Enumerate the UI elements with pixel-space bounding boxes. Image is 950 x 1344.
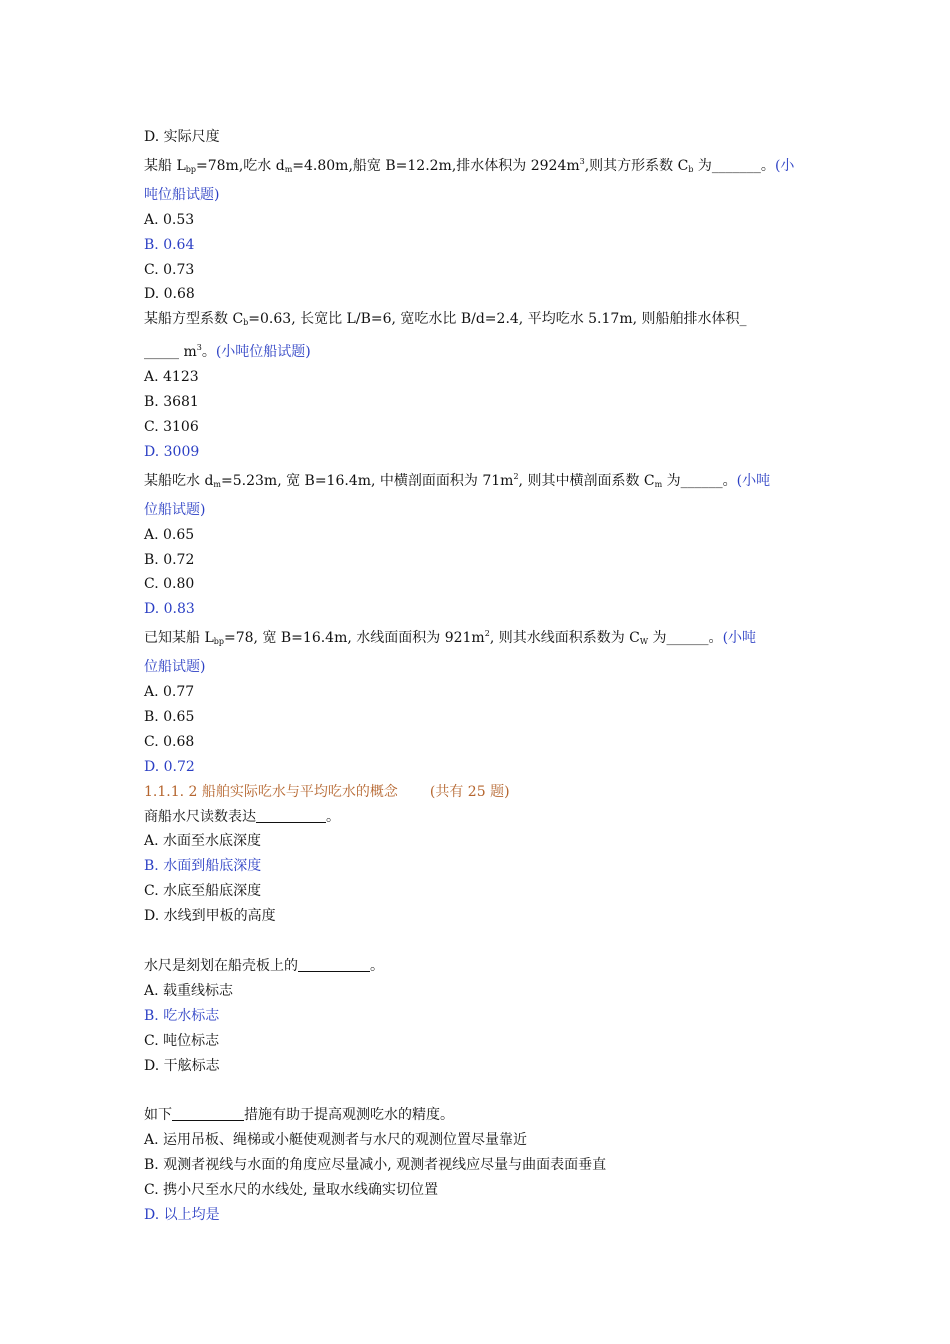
q1-lbp-subscript: bp [185,164,196,174]
q1-text-e: 为_______。 [693,157,775,174]
q3-option-c: C. 0.80 [144,576,195,593]
q1-text-b: =78m,吃水 d [196,157,285,174]
q4-cw-subscript: W [639,637,649,647]
q3-text-c: , 则其中横剖面系数 C [518,472,655,489]
q4-source-tag-cont: 位船试题) [144,659,206,676]
q7-option-a: A. 运用吊板、绳梯或小艇使观测者与水尺的观测位置尽量靠近 [144,1132,528,1149]
q4-option-a: A. 0.77 [144,684,195,701]
q1-option-b-answer: B. 0.64 [144,236,195,253]
q7-blank [172,1106,244,1121]
q7-text-b: 措施有助于提高观测吃水的精度。 [244,1107,454,1124]
q2-text-d: 。 [201,344,216,361]
q3-source-tag: (小吨 [736,472,771,489]
q4-option-b: B. 0.65 [144,708,195,725]
q2-option-d-answer: D. 3009 [144,443,200,460]
q4-source-tag: (小吨 [722,630,757,647]
q4-option-c: C. 0.68 [144,733,195,750]
q3-option-a: A. 0.65 [144,526,195,543]
q2-text-c: _____ m [144,344,197,361]
q4-text-c: , 则其水线面积系数为 C [489,630,640,647]
q2-text-b: =0.63, 长宽比 L/B=6, 宽吃水比 B/d=2.4, 平均吃水 5.17m, 则船舶排水体积_ [248,311,747,328]
q6-option-c: C. 吨位标志 [144,1032,220,1049]
q5-text-a: 商船水尺读数表达 [144,808,256,825]
q6-option-b-answer: B. 吃水标志 [144,1007,220,1024]
q2-cb-subscript: b [243,318,249,328]
q6-option-a: A. 载重线标志 [144,982,234,999]
q2-text-a: 某船方型系数 C [144,311,244,328]
q7-option-c: C. 携小尺至水尺的水线处, 量取水线确实切位置 [144,1182,439,1199]
question-7 [144,1103,824,1128]
q2-source-tag: (小吨位船试题) [215,344,311,361]
q3-dm-subscript: m [213,479,222,489]
q2-option-b: B. 3681 [144,394,199,411]
question-1-line-1 [144,150,824,183]
q5-option-c: C. 水底至船底深度 [144,883,262,900]
q1-option-d: D. 0.68 [144,286,195,303]
q3-text-b: =5.23m, 宽 B=16.4m, 中横剖面面积为 71m [221,472,514,489]
q4-text-b: =78, 宽 B=16.4m, 水线面面积为 921m [224,630,485,647]
q7-option-b: B. 观测者视线与水面的角度应尽量减小, 观测者视线应尽量与曲面表面垂直 [144,1157,607,1174]
q4-lbp-subscript: bp [213,637,224,647]
q5-text-b: 。 [326,808,340,825]
section-title: 1.1.1. 2 船舶实际吃水与平均吃水的概念 [144,783,398,800]
q5-option-d: D. 水线到甲板的高度 [144,908,276,925]
q3-option-b: B. 0.72 [144,551,195,568]
q5-option-b-answer: B. 水面到船底深度 [144,858,262,875]
q1-option-c: C. 0.73 [144,261,195,278]
q2-option-c: C. 3106 [144,418,199,435]
q2-option-a: A. 4123 [144,369,199,386]
document-content [144,125,824,1228]
section-heading [144,780,824,805]
q6-text-b: 。 [370,957,384,974]
q5-blank [256,808,326,823]
q1-cube-superscript: 3 [579,156,585,166]
q4-text-d: 为______。 [648,630,723,647]
q3-cm-subscript: m [654,479,663,489]
q1-cb-subscript: b [688,164,694,174]
question-2-line-1 [144,307,824,336]
q1-source-tag-cont: 吨位船试题) [144,186,220,203]
q1-option-a: A. 0.53 [144,211,195,228]
q5-option-a: A. 水面至水底深度 [144,833,262,850]
q3-text-d: 为______。 [662,472,737,489]
q1-text-a: 某船 L [144,157,186,174]
q4-text-a: 已知某船 L [144,630,214,647]
q3-text-a: 某船吃水 d [144,472,214,489]
q1-text-c: =4.80m,船宽 B=12.2m,排水体积为 2924m [292,157,580,174]
q6-blank [298,957,370,972]
q7-option-d-answer: D. 以上均是 [144,1207,220,1224]
question-5 [144,805,824,830]
prev-option-d: D. 实际尺度 [144,129,220,145]
q1-source-tag: (小 [774,157,795,174]
spacer [144,929,824,954]
section-count: (共有 25 题) [429,783,510,800]
q4-option-d-answer: D. 0.72 [144,758,195,775]
question-6 [144,954,824,979]
question-3-line-1 [144,465,824,498]
q1-text-d: ,则其方形系数 C [584,157,689,174]
q3-square-superscript: 2 [513,471,519,481]
q3-option-d-answer: D. 0.83 [144,601,195,618]
question-4-line-1 [144,622,824,655]
question-2-line-2 [144,336,824,365]
spacer [144,1079,824,1104]
q6-option-d: D. 干舷标志 [144,1057,220,1074]
q2-cube-superscript: 3 [196,343,202,353]
q7-text-a: 如下 [144,1107,172,1124]
q4-square-superscript: 2 [484,629,490,639]
q1-dm-subscript: m [284,164,293,174]
q6-text-a: 水尺是刻划在船壳板上的 [144,957,298,974]
q3-source-tag-cont: 位船试题) [144,501,206,518]
